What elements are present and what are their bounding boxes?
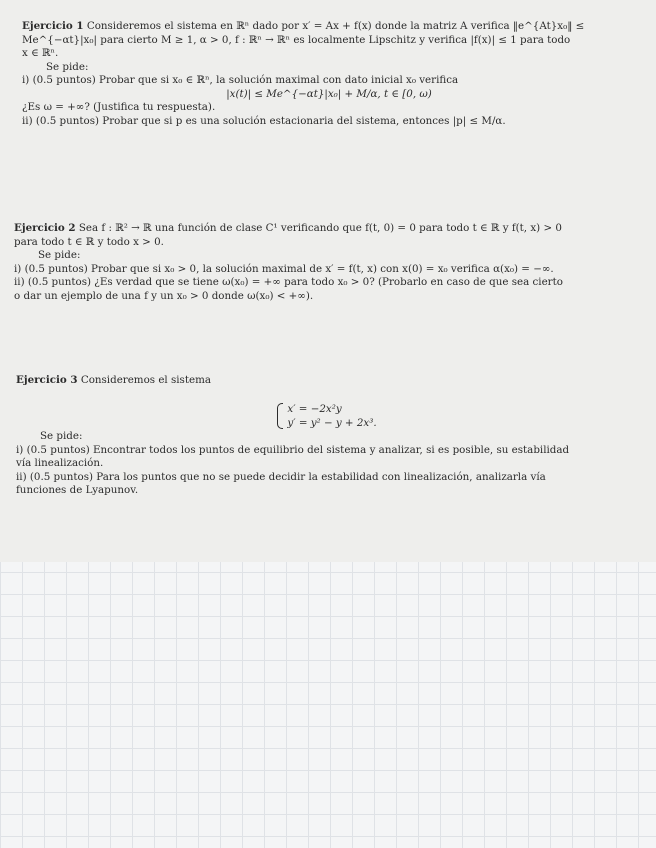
ex3-item-i-1: i) (0.5 puntos) Encontrar todos los puntos de equilibrio del sistema y analizar, si es posible, su estabilidad	[16, 443, 570, 456]
ex3-equation-1: x′ = −2x²y	[287, 402, 342, 415]
ex2-item-i: i) (0.5 puntos) Probar que si x₀ > 0, la solución maximal de x′ = f(t, x) con x(0) = x₀ verifica α(x₀) = −∞.	[14, 262, 554, 275]
ex1-line-1	[22, 20, 636, 34]
ex1-item-i: i) (0.5 puntos) Probar que si x₀ ∈ ℝⁿ, la solución maximal con dato inicial x₀ verifica	[22, 74, 459, 86]
ex1-statement-1: Consideremos el sistema en ℝⁿ dado por x′ = Ax + f(x) donde la matriz A verifica ‖e^{At}x₀‖ ≤	[86, 20, 585, 32]
ex2-item-ii-1: ii) (0.5 puntos) ¿Es verdad que se tiene ω(x₀) = +∞ para todo x₀ > 0? (Probarlo en caso de que sea cierto	[14, 276, 563, 288]
ex1-formula: |x(t)| ≤ Me^{−αt}|x₀| + M/α, t ∈ [0, ω)	[226, 87, 432, 100]
ex1-statement-3: x ∈ ℝⁿ.	[22, 47, 59, 59]
ex3-title: Ejercicio 3	[16, 374, 78, 386]
exercise-1	[22, 20, 636, 128]
ex3-system-brace	[277, 402, 376, 430]
ex3-item-ii-2: funciones de Lyapunov.	[16, 484, 139, 496]
exercise-3	[16, 374, 638, 498]
ex1-question: ¿Es ω = +∞? (Justifica tu respuesta).	[22, 101, 216, 113]
ex3-system	[16, 402, 638, 431]
ex1-se-pide: Se pide:	[46, 60, 89, 73]
ex2-statement-2: para todo t ∈ ℝ y todo x > 0.	[14, 235, 164, 248]
ex2-line-1	[14, 222, 636, 236]
ex2-statement-1: Sea f : ℝ² → ℝ una función de clase C¹ verificando que f(t, 0) = 0 para todo t ∈ ℝ y f(t, x) > 0	[78, 222, 562, 234]
ex1-statement-2: Me^{−αt}|x₀| para cierto M ≥ 1, α > 0, f : ℝⁿ → ℝⁿ es localmente Lipschitz y verifica |f(x)| ≤ 1 para todo	[22, 33, 571, 46]
exercise-2	[14, 222, 636, 303]
ex3-line-1	[16, 374, 638, 388]
ex1-item-ii: ii) (0.5 puntos) Probar que si p es una solución estacionaria del sistema, entonces |p| ≤ M/α.	[22, 114, 506, 127]
ex2-title: Ejercicio 2	[14, 222, 76, 234]
ex1-title: Ejercicio 1	[22, 20, 84, 32]
ex3-item-ii-1: ii) (0.5 puntos) Para los puntos que no se puede decidir la estabilidad con linealización, analizarla vía	[16, 470, 546, 483]
ex3-item-i-2: vía linealización.	[16, 457, 104, 469]
ex3-equation-2: y′ = y² − y + 2x³.	[287, 416, 377, 429]
ex3-statement-1: Consideremos el sistema	[80, 374, 211, 386]
ex2-se-pide: Se pide:	[38, 249, 81, 261]
ex3-se-pide: Se pide:	[40, 430, 83, 442]
ex2-item-ii-2: o dar un ejemplo de una f y un x₀ > 0 donde ω(x₀) < +∞).	[14, 289, 314, 302]
